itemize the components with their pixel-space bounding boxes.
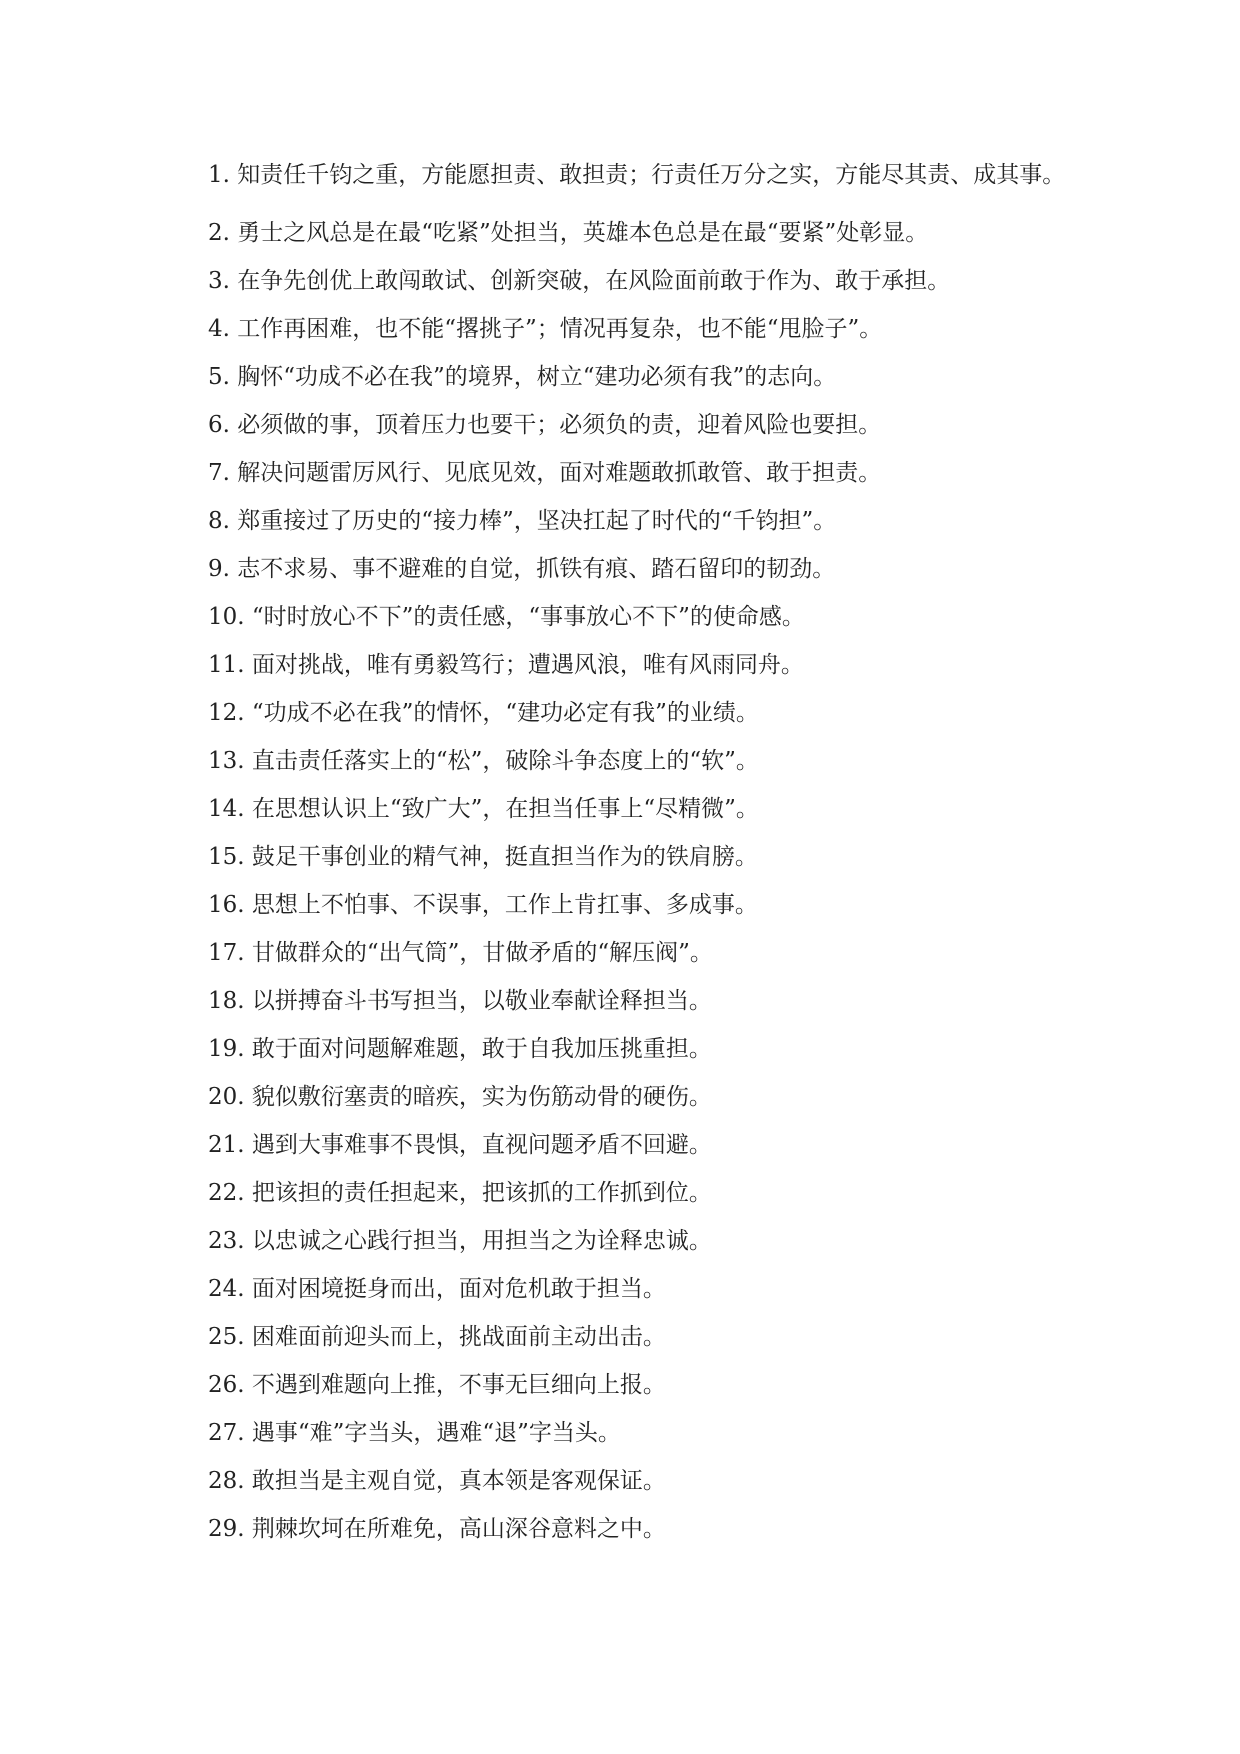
list-item: 7. 解决问题雷厉风行、见底见效，面对难题敢抓敢管、敢于担责。 xyxy=(208,460,882,486)
list-item: 12. “功成不必在我”的情怀，“建功必定有我”的业绩。 xyxy=(208,700,759,726)
list-item: 19. 敢于面对问题解难题，敢于自我加压挑重担。 xyxy=(208,1036,712,1062)
list-item: 2. 勇士之风总是在最“吃紧”处担当，英雄本色总是在最“要紧”处彰显。 xyxy=(208,220,929,246)
list-item: 24. 面对困境挺身而出，面对危机敢于担当。 xyxy=(208,1276,666,1302)
list-item: 8. 郑重接过了历史的“接力棒”，坚决扛起了时代的“千钧担”。 xyxy=(208,508,837,534)
list-item: 16. 思想上不怕事、不误事，工作上肯扛事、多成事。 xyxy=(208,892,758,918)
list-item: 27. 遇事“难”字当头，遇难“退”字当头。 xyxy=(208,1420,621,1446)
list-item: 23. 以忠诚之心践行担当，用担当之为诠释忠诚。 xyxy=(208,1228,712,1254)
list-item: 25. 困难面前迎头而上，挑战面前主动出击。 xyxy=(208,1324,666,1350)
document-body xyxy=(160,158,1100,1560)
list-item: 10. “时时放心不下”的责任感，“事事放心不下”的使命感。 xyxy=(208,604,805,630)
list-item: 14. 在思想认识上“致广大”，在担当任事上“尽精微”。 xyxy=(208,796,759,822)
list-item: 28. 敢担当是主观自觉，真本领是客观保证。 xyxy=(208,1468,666,1494)
list-item: 4. 工作再困难，也不能“撂挑子”；情况再复杂，也不能“甩脸子”。 xyxy=(208,316,883,342)
list-item: 9. 志不求易、事不避难的自觉，抓铁有痕、踏石留印的韧劲。 xyxy=(208,556,836,582)
list-item: 18. 以拼搏奋斗书写担当，以敬业奉献诠释担当。 xyxy=(208,988,712,1014)
list-item: 6. 必须做的事，顶着压力也要干；必须负的责，迎着风险也要担。 xyxy=(208,412,882,438)
list-item: 26. 不遇到难题向上推，不事无巨细向上报。 xyxy=(208,1372,666,1398)
list-item: 22. 把该担的责任担起来，把该抓的工作抓到位。 xyxy=(208,1180,712,1206)
list-item: 11. 面对挑战，唯有勇毅笃行；遭遇风浪，唯有风雨同舟。 xyxy=(208,652,804,678)
list-item: 13. 直击责任落实上的“松”，破除斗争态度上的“软”。 xyxy=(208,748,759,774)
list-item: 1. 知责任千钧之重，方能愿担责、敢担责；行责任万分之实，方能尽其责、成其事。 xyxy=(208,162,1066,188)
list-item: 5. 胸怀“功成不必在我”的境界，树立“建功必须有我”的志向。 xyxy=(208,364,837,390)
list-item: 20. 貌似敷衍塞责的暗疾，实为伤筋动骨的硬伤。 xyxy=(208,1084,712,1110)
list-item: 17. 甘做群众的“出气筒”，甘做矛盾的“解压阀”。 xyxy=(208,940,713,966)
list-item: 29. 荆棘坎坷在所难免，高山深谷意料之中。 xyxy=(208,1516,666,1542)
list-item: 3. 在争先创优上敢闯敢试、创新突破，在风险面前敢于作为、敢于承担。 xyxy=(208,268,951,294)
list-item: 15. 鼓足干事创业的精气神，挺直担当作为的铁肩膀。 xyxy=(208,844,758,870)
list-item: 21. 遇到大事难事不畏惧，直视问题矛盾不回避。 xyxy=(208,1132,712,1158)
